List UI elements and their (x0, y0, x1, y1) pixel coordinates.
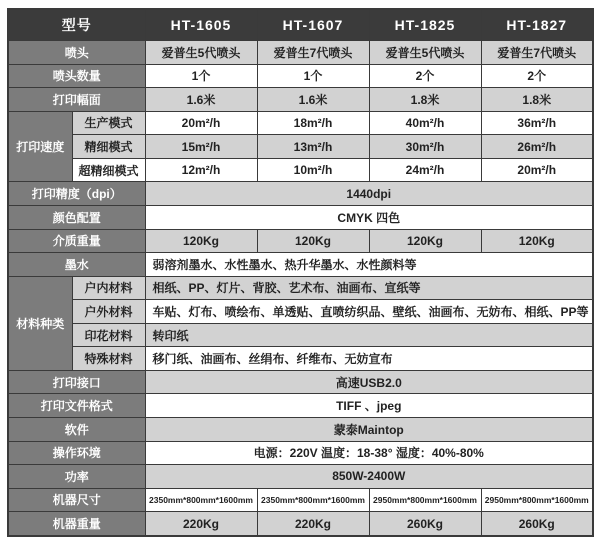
material-type-label: 户内材料 (72, 276, 145, 300)
value-cell: 220Kg (145, 512, 257, 536)
value-cell: 20m²/h (145, 111, 257, 135)
value-cell: 12m²/h (145, 158, 257, 182)
model-name: HT-1825 (369, 9, 481, 41)
value-cell: 爱普生7代喷头 (257, 41, 369, 65)
speed-group-label: 打印速度 (8, 111, 72, 182)
resolution-row (8, 182, 593, 206)
row-label: 打印精度（dpi） (8, 182, 145, 206)
file-format-row (8, 394, 593, 418)
value-cell: 1.8米 (481, 88, 593, 112)
printhead-row (8, 41, 593, 65)
material-indoor-row (8, 276, 593, 300)
row-label: 机器重量 (8, 512, 145, 536)
row-label: 颜色配置 (8, 205, 145, 229)
speed-fine-row (8, 135, 593, 159)
value-cell: 260Kg (481, 512, 593, 536)
value-cell: 40m²/h (369, 111, 481, 135)
value-cell: 120Kg (481, 229, 593, 253)
material-type-label: 户外材料 (72, 300, 145, 324)
value-cell: 电源：220V 温度：18-38° 湿度：40%-80% (145, 441, 593, 465)
material-outdoor-row (8, 300, 593, 324)
row-label: 墨水 (8, 253, 145, 277)
value-cell: 爱普生5代喷头 (145, 41, 257, 65)
speed-mode-label: 超精细模式 (72, 158, 145, 182)
dimensions-row (8, 488, 593, 512)
value-cell: 24m²/h (369, 158, 481, 182)
header-row (8, 9, 593, 41)
row-label: 介质重量 (8, 229, 145, 253)
value-cell: 车贴、灯布、喷绘布、单透贴、直喷纺织品、壁纸、油画布、无妨布、相纸、PP等 (145, 300, 593, 324)
value-cell: 2950mm*800mm*1600mm (481, 488, 593, 512)
materials-group-label: 材料种类 (8, 276, 72, 370)
row-label: 打印文件格式 (8, 394, 145, 418)
value-cell: 爱普生7代喷头 (481, 41, 593, 65)
value-cell: 13m²/h (257, 135, 369, 159)
value-cell: 1个 (257, 64, 369, 88)
value-cell: TIFF 、jpeg (145, 394, 593, 418)
value-cell: 1440dpi (145, 182, 593, 206)
value-cell: 20m²/h (481, 158, 593, 182)
value-cell: 18m²/h (257, 111, 369, 135)
value-cell: 26m²/h (481, 135, 593, 159)
row-label: 软件 (8, 418, 145, 442)
row-label: 喷头数量 (8, 64, 145, 88)
speed-mode-label: 精细模式 (72, 135, 145, 159)
power-row (8, 465, 593, 489)
value-cell: 高速USB2.0 (145, 370, 593, 394)
speed-mode-label: 生产模式 (72, 111, 145, 135)
interface-row (8, 370, 593, 394)
value-cell: 220Kg (257, 512, 369, 536)
value-cell: 1.8米 (369, 88, 481, 112)
material-print-row (8, 323, 593, 347)
head-count-row (8, 64, 593, 88)
speed-production-row (8, 111, 593, 135)
material-type-label: 特殊材料 (72, 347, 145, 371)
color-config-row (8, 205, 593, 229)
value-cell: 爱普生5代喷头 (369, 41, 481, 65)
material-special-row (8, 347, 593, 371)
value-cell: 120Kg (145, 229, 257, 253)
row-label: 机器尺寸 (8, 488, 145, 512)
row-label: 功率 (8, 465, 145, 489)
value-cell: 转印纸 (145, 323, 593, 347)
value-cell: 相纸、PP、灯片、背胶、艺术布、油画布、宣纸等 (145, 276, 593, 300)
model-name: HT-1605 (145, 9, 257, 41)
value-cell: 2350mm*800mm*1600mm (257, 488, 369, 512)
printer-spec-table (7, 8, 594, 537)
model-name: HT-1607 (257, 9, 369, 41)
value-cell: 10m²/h (257, 158, 369, 182)
row-label: 打印幅面 (8, 88, 145, 112)
value-cell: 2个 (481, 64, 593, 88)
environment-row (8, 441, 593, 465)
value-cell: 1.6米 (257, 88, 369, 112)
row-label: 打印接口 (8, 370, 145, 394)
speed-superfine-row (8, 158, 593, 182)
value-cell: 弱溶剂墨水、水性墨水、热升华墨水、水性颜料等 (145, 253, 593, 277)
value-cell: 2350mm*800mm*1600mm (145, 488, 257, 512)
ink-row (8, 253, 593, 277)
model-name: HT-1827 (481, 9, 593, 41)
material-type-label: 印花材料 (72, 323, 145, 347)
row-label: 喷头 (8, 41, 145, 65)
media-weight-row (8, 229, 593, 253)
value-cell: 260Kg (369, 512, 481, 536)
value-cell: 2950mm*800mm*1600mm (369, 488, 481, 512)
print-width-row (8, 88, 593, 112)
value-cell: 15m²/h (145, 135, 257, 159)
software-row (8, 418, 593, 442)
value-cell: 30m²/h (369, 135, 481, 159)
model-header-label: 型号 (8, 9, 145, 41)
value-cell: 850W-2400W (145, 465, 593, 489)
value-cell: 移门纸、油画布、丝绢布、纤维布、无妨宣布 (145, 347, 593, 371)
value-cell: CMYK 四色 (145, 205, 593, 229)
value-cell: 120Kg (369, 229, 481, 253)
weight-row (8, 512, 593, 536)
value-cell: 2个 (369, 64, 481, 88)
row-label: 操作环境 (8, 441, 145, 465)
value-cell: 蒙泰Maintop (145, 418, 593, 442)
value-cell: 1个 (145, 64, 257, 88)
value-cell: 1.6米 (145, 88, 257, 112)
value-cell: 36m²/h (481, 111, 593, 135)
value-cell: 120Kg (257, 229, 369, 253)
